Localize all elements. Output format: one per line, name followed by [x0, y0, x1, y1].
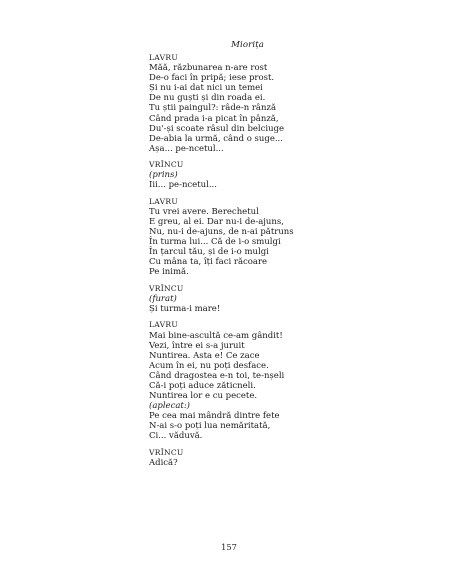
- verse-line: Pe inimă.: [149, 267, 189, 278]
- verse-line: Mai bine-ascultă ce-am gândit!: [149, 330, 283, 341]
- dialogue-block: [149, 160, 339, 190]
- verse-line: În turma lui... Că de i-o smulgi: [149, 237, 281, 248]
- verse-line: Ci... văduvă.: [149, 431, 203, 442]
- verse-line: N-ai s-o poți lua nemăritată,: [149, 421, 271, 432]
- verse-line: Pe cea mai mândră dintre fete: [149, 411, 280, 422]
- verse-line: Așa... pe-ncetul...: [149, 143, 224, 154]
- verse-line: Măă, răzbunarea n-are rost: [149, 63, 268, 74]
- verse-line: Adică?: [149, 457, 178, 468]
- verse-line: Du'-și scoate râsul din belciuge: [149, 123, 285, 134]
- verse-line: Iii... pe-ncetul...: [149, 180, 217, 191]
- verse-line: E greu, al ei. Dar nu-i de-ajuns,: [149, 217, 284, 227]
- verse-line: Când prada i-a picat în pânză,: [149, 113, 279, 124]
- verse-line: Cu mâna ta, îți faci răcoare: [149, 257, 268, 268]
- speaker-name: VRÎNCU: [149, 447, 184, 457]
- verse-line: De-abia la urmă, când o suge...: [149, 133, 283, 144]
- stage-direction: (prins): [149, 170, 178, 181]
- dialogue-block: [149, 284, 339, 314]
- speaker-name: LAVRU: [149, 320, 178, 330]
- verse-line: Nu, nu-i de-ajuns, de n-ai pătruns: [149, 227, 294, 238]
- verse-line: Nuntirea. Asta e! Ce zace: [149, 350, 260, 361]
- verse-line: Nuntirea lor e cu pecete.: [149, 391, 258, 402]
- dialogue-block: [149, 320, 339, 441]
- speaker-name: VRÎNCU: [149, 283, 184, 293]
- verse-line: Că-i poți aduce zăticneli.: [149, 381, 256, 391]
- verse-line: Și nu i-ai dat nici un temei: [149, 83, 263, 94]
- verse-line: De nu guști și din roada ei.: [149, 93, 266, 104]
- page-number: 157: [221, 542, 237, 552]
- stage-direction: (aplecat:): [149, 401, 190, 412]
- verse-line: În țarcul tău, și de i-o mulgi: [149, 247, 269, 258]
- verse-line: Și turma-i mare!: [149, 304, 221, 315]
- verse-line: Tu știi paingul?: râde-n rânză: [149, 103, 277, 114]
- dialogue-block: [149, 53, 339, 154]
- speaker-name: LAVRU: [149, 53, 178, 62]
- verse-line: Vezi, între ei s-a juruit: [149, 340, 245, 351]
- stage-direction: (furat): [149, 293, 177, 304]
- speaker-name: VRÎNCU: [149, 160, 184, 170]
- verse-line: De-o faci în pripă; iese prost.: [149, 73, 275, 84]
- verse-line: Tu vrei avere. Berechetul: [149, 206, 259, 217]
- speaker-name: LAVRU: [149, 196, 178, 206]
- dialogue-block: [149, 448, 339, 468]
- play-text: [149, 53, 339, 474]
- verse-line: Când dragostea e-n toi, te-nșeli: [149, 370, 285, 381]
- dialogue-block: [149, 197, 339, 278]
- running-head: Miorița: [231, 40, 264, 50]
- verse-line: Acum în ei, nu poți desface.: [149, 360, 269, 371]
